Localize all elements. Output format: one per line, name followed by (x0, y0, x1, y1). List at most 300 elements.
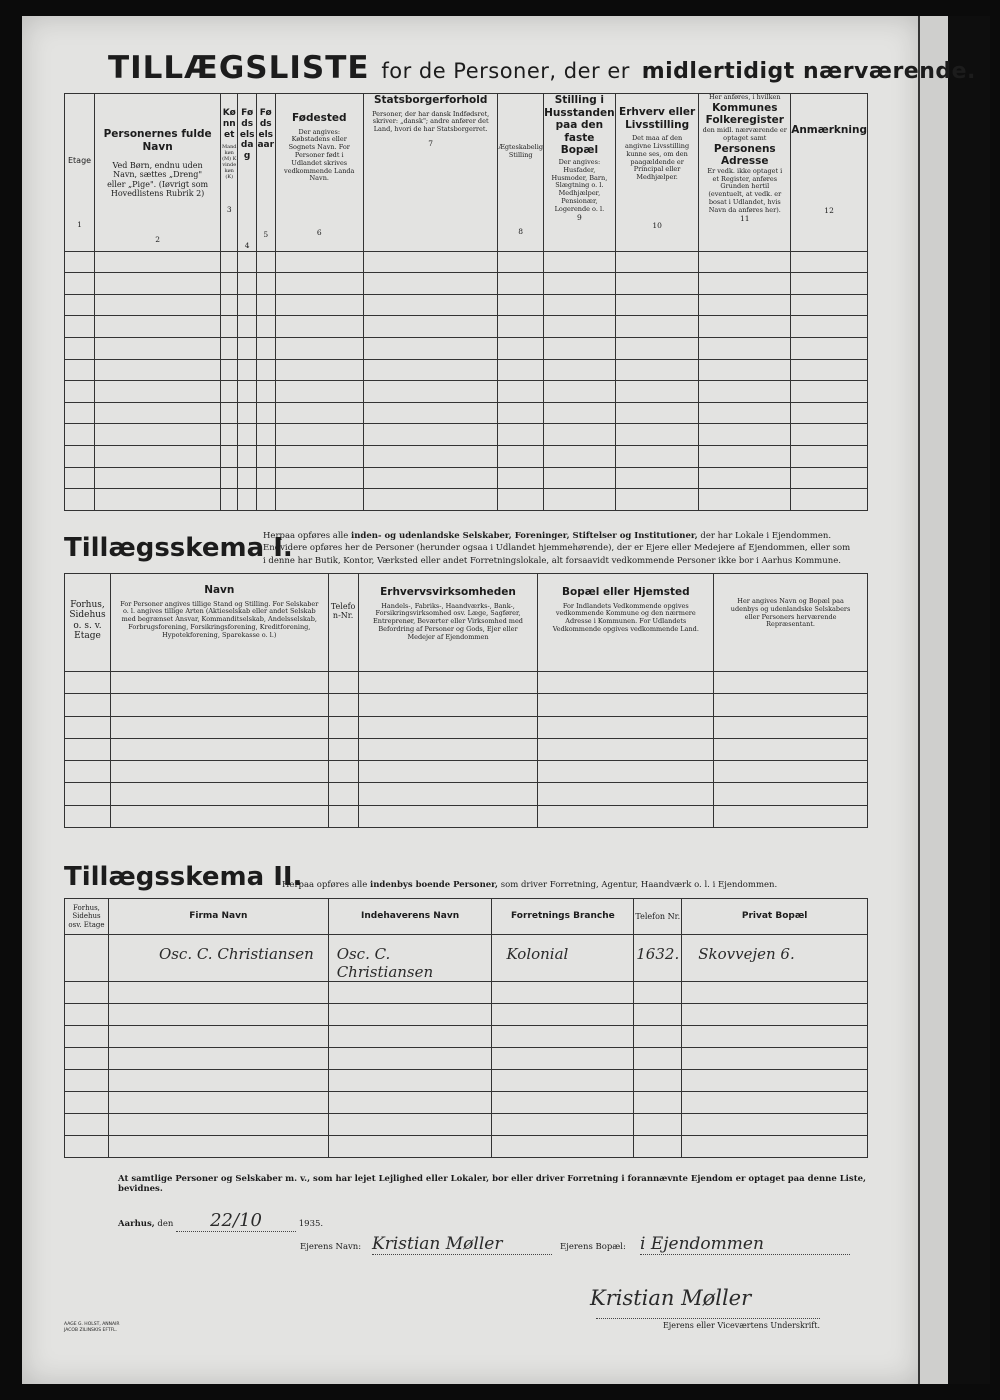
attestation-text: At samtlige Personer og Selskaber m. v., som har lejet Lejlighed eller Lokaler, bor eller driver Forretning i forannævnte Ejendom er optaget paa denne Liste, bevidnes. (118, 1174, 866, 1194)
list-entry-cell[interactable] (221, 467, 238, 489)
list-entry-cell[interactable] (498, 294, 544, 316)
list-entry-cell[interactable] (615, 467, 699, 489)
list-entry-cell[interactable] (699, 316, 791, 338)
skema1-entry-row (65, 761, 868, 783)
skema1-entry-cell[interactable] (110, 738, 328, 760)
list-entry-cell[interactable] (238, 337, 257, 359)
list-entry-cell[interactable] (699, 424, 791, 446)
list-entry-cell[interactable] (95, 294, 221, 316)
s2-col-branch: Forretnings Branche (492, 899, 634, 935)
skema1-entry-cell[interactable] (65, 716, 111, 738)
printer-imprint: AAGE G. HOLST, ANNAIR JACOB ZILINSKIS EFTFL. (64, 1322, 120, 1333)
list-entry-cell[interactable] (363, 381, 497, 403)
col-birthday: Fødselsdag 4 (238, 94, 257, 252)
list-entry-cell[interactable] (238, 359, 257, 381)
list-entry-cell[interactable] (275, 251, 363, 273)
list-entry-cell[interactable] (543, 316, 615, 338)
list-entry-cell[interactable] (498, 381, 544, 403)
list-entry-row (65, 424, 868, 446)
skema2-entry-cell[interactable] (65, 1136, 109, 1158)
s2-entry-branch: Kolonial (492, 935, 634, 982)
list-entry-cell[interactable] (256, 424, 275, 446)
list-entry-cell[interactable] (275, 316, 363, 338)
list-entry-cell[interactable] (791, 251, 868, 273)
list-entry-row (65, 381, 868, 403)
list-entry-cell[interactable] (95, 337, 221, 359)
skema2-entry-cell[interactable] (634, 982, 682, 1004)
skema1-entry-cell[interactable] (358, 805, 538, 827)
list-entry-cell[interactable] (256, 251, 275, 273)
list-entry-cell[interactable] (791, 359, 868, 381)
list-entry-cell[interactable] (791, 294, 868, 316)
list-entry-cell[interactable] (65, 251, 95, 273)
skema2-entry-cell[interactable] (492, 1048, 634, 1070)
list-entry-cell[interactable] (498, 273, 544, 295)
list-entry-cell[interactable] (363, 294, 497, 316)
list-entry-cell[interactable] (615, 489, 699, 511)
list-entry-cell[interactable] (275, 359, 363, 381)
skema1-entry-row (65, 805, 868, 827)
list-entry-cell[interactable] (221, 381, 238, 403)
skema2-entry-row (65, 982, 868, 1004)
list-entry-cell[interactable] (95, 424, 221, 446)
s2-entry-owner: Osc. C. Christiansen (328, 935, 492, 982)
list-entry-cell[interactable] (238, 489, 257, 511)
list-entry-cell[interactable] (65, 489, 95, 511)
skema2-entry-cell[interactable] (682, 1136, 868, 1158)
list-entry-cell[interactable] (498, 251, 544, 273)
list-entry-cell[interactable] (275, 445, 363, 467)
list-entry-cell[interactable] (699, 402, 791, 424)
skema1-entry-cell[interactable] (65, 761, 111, 783)
list-entry-cell[interactable] (221, 337, 238, 359)
list-entry-cell[interactable] (791, 337, 868, 359)
list-entry-cell[interactable] (699, 489, 791, 511)
list-entry-cell[interactable] (238, 381, 257, 403)
list-entry-cell[interactable] (238, 424, 257, 446)
list-entry-cell[interactable] (498, 402, 544, 424)
skema1-entry-cell[interactable] (538, 716, 714, 738)
list-entry-cell[interactable] (95, 467, 221, 489)
col-sex: Kønnet Mandkøn (M) Kvindekøn (K) 3 (221, 94, 238, 252)
list-entry-cell[interactable] (615, 359, 699, 381)
skema2-entry-cell[interactable] (108, 1136, 328, 1158)
list-entry-cell[interactable] (256, 402, 275, 424)
skema1-entry-cell[interactable] (538, 694, 714, 716)
skema1-entry-cell[interactable] (110, 783, 328, 805)
skema2-entry-cell[interactable] (634, 1092, 682, 1114)
list-entry-row (65, 359, 868, 381)
list-entry-cell[interactable] (275, 381, 363, 403)
list-entry-cell[interactable] (363, 273, 497, 295)
list-entry-cell[interactable] (363, 467, 497, 489)
signature: Kristian Møller (590, 1286, 752, 1310)
skema2-entry-cell[interactable] (328, 1092, 492, 1114)
list-entry-cell[interactable] (238, 445, 257, 467)
skema1-entry-cell[interactable] (65, 694, 111, 716)
skema2-entry-cell[interactable] (634, 1070, 682, 1092)
list-entry-cell[interactable] (498, 316, 544, 338)
skema2-entry-cell[interactable] (634, 1114, 682, 1136)
col-birthplace: Fødested Der angives: Købstadens eller Sognets Navn. For Personer født i Udlandet skrives vedkommende Landa Navn. 6 (275, 94, 363, 252)
s2-entry-etage (65, 935, 109, 982)
list-entry-cell[interactable] (699, 381, 791, 403)
skema2-entry-cell[interactable] (108, 1048, 328, 1070)
list-entry-cell[interactable] (256, 273, 275, 295)
skema1-entry-row (65, 672, 868, 694)
list-entry-cell[interactable] (256, 337, 275, 359)
list-entry-cell[interactable] (275, 294, 363, 316)
skema1-entry-cell[interactable] (714, 761, 868, 783)
skema2-entry-cell[interactable] (328, 1114, 492, 1136)
col-citizenship: Statsborgerforhold Personer, der har dansk Indfødsret, skriver: „dansk"; andre anfører det Land, hvori de har Statsborgerret. 7 (363, 94, 497, 252)
list-entry-cell[interactable] (221, 316, 238, 338)
list-entry-cell[interactable] (95, 316, 221, 338)
list-entry-cell[interactable] (65, 359, 95, 381)
skema1-entry-cell[interactable] (358, 672, 538, 694)
skema2-entry-cell[interactable] (682, 1026, 868, 1048)
list-entry-cell[interactable] (498, 467, 544, 489)
skema2-entry-cell[interactable] (108, 982, 328, 1004)
skema2-entry-cell[interactable] (65, 1070, 109, 1092)
list-entry-cell[interactable] (543, 489, 615, 511)
skema1-entry-cell[interactable] (65, 738, 111, 760)
list-entry-cell[interactable] (498, 337, 544, 359)
list-entry-cell[interactable] (256, 294, 275, 316)
skema2-entry-cell[interactable] (328, 1048, 492, 1070)
list-entry-cell[interactable] (256, 445, 275, 467)
list-entry-cell[interactable] (699, 294, 791, 316)
s2-col-owner: Indehaverens Navn (328, 899, 492, 935)
list-entry-cell[interactable] (543, 294, 615, 316)
list-entry-cell[interactable] (256, 467, 275, 489)
list-entry-cell[interactable] (543, 402, 615, 424)
list-entry-cell[interactable] (699, 359, 791, 381)
s2-entry-firm: Osc. C. Christiansen (108, 935, 328, 982)
list-entry-cell[interactable] (221, 445, 238, 467)
skema2-entry-cell[interactable] (682, 1004, 868, 1026)
skema2-entry-cell[interactable] (634, 1004, 682, 1026)
skema2-entry-cell[interactable] (634, 1026, 682, 1048)
skema1-entry-cell[interactable] (538, 761, 714, 783)
skema2-entry-cell[interactable] (682, 1092, 868, 1114)
skema2-entry-cell[interactable] (682, 1114, 868, 1136)
skema2-entry-row (65, 935, 868, 982)
list-entry-cell[interactable] (238, 273, 257, 295)
list-entry-cell[interactable] (238, 251, 257, 273)
col-etage: Etage 1 (65, 94, 95, 252)
col-marital: Ægteskabelig Stilling 8 (498, 94, 544, 252)
list-entry-cell[interactable] (615, 381, 699, 403)
list-entry-cell[interactable] (615, 445, 699, 467)
s2-entry-phone: 1632. (634, 935, 682, 982)
signature-label: Ejerens eller Viceværtens Underskrift. (596, 1318, 820, 1330)
col-occupation: Erhverv eller Livsstilling Det maa af den angivne Livsstilling kunne ses, om den paagældende er Principal eller Medhjælper. 10 (615, 94, 699, 252)
list-entry-cell[interactable] (699, 273, 791, 295)
col-household: Stilling i Husstanden paa den faste Bopæl Der angives: Husfader, Husmoder, Barn, Slægtning o. l. Medhjælper, Pensionær, Logerende o. l. 9 (543, 94, 615, 252)
list-entry-cell[interactable] (65, 381, 95, 403)
skema2-entry-cell[interactable] (65, 1114, 109, 1136)
list-entry-cell[interactable] (256, 489, 275, 511)
skema2-entry-cell[interactable] (108, 1092, 328, 1114)
skema2-entry-cell[interactable] (108, 1114, 328, 1136)
list-entry-cell[interactable] (498, 359, 544, 381)
skema1-entry-cell[interactable] (538, 672, 714, 694)
skema2-entry-cell[interactable] (65, 1092, 109, 1114)
skema2-entry-row (65, 1092, 868, 1114)
skema2-table (64, 898, 868, 1158)
list-entry-cell[interactable] (256, 316, 275, 338)
skema2-entry-cell[interactable] (682, 982, 868, 1004)
list-entry-cell[interactable] (65, 424, 95, 446)
skema1-entry-cell[interactable] (714, 805, 868, 827)
list-entry-cell[interactable] (543, 337, 615, 359)
list-entry-cell[interactable] (275, 402, 363, 424)
skema2-title: Tillægsskema II. (64, 862, 303, 892)
list-entry-cell[interactable] (65, 467, 95, 489)
owner-address-handwritten: i Ejendommen (640, 1234, 850, 1255)
skema1-entry-cell[interactable] (65, 783, 111, 805)
list-entry-cell[interactable] (95, 402, 221, 424)
skema1-entry-cell[interactable] (358, 783, 538, 805)
list-entry-cell[interactable] (275, 467, 363, 489)
list-entry-cell[interactable] (498, 445, 544, 467)
list-entry-cell[interactable] (238, 402, 257, 424)
list-entry-cell[interactable] (543, 467, 615, 489)
skema1-entry-cell[interactable] (714, 783, 868, 805)
s1-col-residence: Bopæl eller Hjemsted For Indlandets Vedkommende opgives vedkommende Kommune og den nærmere Adresse i Kommunen. For Udlandets Vedkommende opgives vedkommende Land. (538, 574, 714, 672)
list-entry-row (65, 294, 868, 316)
skema1-entry-cell[interactable] (328, 716, 358, 738)
list-entry-cell[interactable] (65, 445, 95, 467)
list-entry-cell[interactable] (256, 381, 275, 403)
owner-address-label: Ejerens Bopæl: (560, 1242, 626, 1252)
list-entry-cell[interactable] (543, 381, 615, 403)
skema1-entry-cell[interactable] (110, 672, 328, 694)
skema2-entry-cell[interactable] (328, 1026, 492, 1048)
skema2-entry-cell[interactable] (492, 982, 634, 1004)
list-entry-cell[interactable] (791, 445, 868, 467)
skema1-entry-cell[interactable] (110, 761, 328, 783)
list-entry-cell[interactable] (95, 251, 221, 273)
skema2-entry-row (65, 1026, 868, 1048)
list-entry-cell[interactable] (363, 251, 497, 273)
list-entry-cell[interactable] (95, 381, 221, 403)
list-entry-cell[interactable] (95, 445, 221, 467)
skema2-entry-cell[interactable] (682, 1070, 868, 1092)
skema2-entry-cell[interactable] (65, 1048, 109, 1070)
list-entry-cell[interactable] (95, 489, 221, 511)
skema1-entry-cell[interactable] (328, 672, 358, 694)
skema1-title: Tillægsskema I. (64, 533, 293, 563)
skema2-entry-cell[interactable] (108, 1070, 328, 1092)
list-entry-cell[interactable] (65, 402, 95, 424)
list-entry-row (65, 316, 868, 338)
col-birthyear: Fødselsaar 5 (256, 94, 275, 252)
list-entry-cell[interactable] (363, 316, 497, 338)
list-entry-cell[interactable] (275, 337, 363, 359)
skema1-entry-cell[interactable] (358, 761, 538, 783)
skema1-entry-cell[interactable] (714, 716, 868, 738)
list-entry-cell[interactable] (498, 489, 544, 511)
skema1-entry-cell[interactable] (110, 805, 328, 827)
skema1-entry-cell[interactable] (328, 694, 358, 716)
list-entry-cell[interactable] (275, 489, 363, 511)
col-name: Personernes fulde Navn Ved Børn, endnu uden Navn, sættes „Dreng" eller „Pige". (Iøvrigt som Hovedlistens Rubrik 2) 2 (95, 94, 221, 252)
date-handwritten: 22/10 (176, 1210, 296, 1232)
skema2-entry-row (65, 1114, 868, 1136)
list-entry-cell[interactable] (543, 359, 615, 381)
skema1-entry-cell[interactable] (714, 738, 868, 760)
list-entry-cell[interactable] (791, 489, 868, 511)
list-entry-cell[interactable] (95, 359, 221, 381)
list-entry-row (65, 489, 868, 511)
skema1-table (64, 573, 868, 828)
list-entry-cell[interactable] (65, 316, 95, 338)
supplement-list-table (64, 93, 868, 511)
list-entry-cell[interactable] (363, 359, 497, 381)
list-entry-cell[interactable] (275, 424, 363, 446)
owner-name-label: Ejerens Navn: (300, 1242, 362, 1252)
list-entry-cell[interactable] (543, 251, 615, 273)
list-entry-cell[interactable] (221, 359, 238, 381)
list-entry-cell[interactable] (95, 273, 221, 295)
list-entry-row (65, 273, 868, 295)
list-entry-cell[interactable] (238, 316, 257, 338)
skema2-entry-cell[interactable] (492, 1026, 634, 1048)
list-entry-cell[interactable] (65, 273, 95, 295)
s1-col-representative: Her angives Navn og Bopæl paa udenbys og udenlandske Selskabers eller Personers herværende Repræsentant. (714, 574, 868, 672)
skema2-description: Herpaa opføres alle indenbys boende Personer, som driver Forretning, Agentur, Haandværk o. l. i Ejendommen. (282, 880, 778, 890)
list-entry-cell[interactable] (363, 337, 497, 359)
skema2-entry-cell[interactable] (492, 1136, 634, 1158)
skema1-entry-cell[interactable] (714, 694, 868, 716)
skema2-entry-cell[interactable] (634, 1136, 682, 1158)
skema1-entry-cell[interactable] (328, 738, 358, 760)
skema2-entry-cell[interactable] (108, 1004, 328, 1026)
list-entry-cell[interactable] (363, 424, 497, 446)
skema2-entry-cell[interactable] (634, 1048, 682, 1070)
list-entry-cell[interactable] (238, 467, 257, 489)
list-entry-cell[interactable] (221, 251, 238, 273)
skema1-entry-row (65, 738, 868, 760)
skema2-entry-row (65, 1004, 868, 1026)
skema1-entry-row (65, 783, 868, 805)
skema2-entry-cell[interactable] (492, 1114, 634, 1136)
s2-col-etage: Forhus, Sidehus osv. Etage (65, 899, 109, 935)
skema2-entry-cell[interactable] (328, 1136, 492, 1158)
list-entry-cell[interactable] (363, 445, 497, 467)
list-entry-cell[interactable] (65, 294, 95, 316)
list-entry-row (65, 251, 868, 273)
list-entry-cell[interactable] (791, 467, 868, 489)
skema2-entry-cell[interactable] (328, 1004, 492, 1026)
skema1-entry-cell[interactable] (358, 738, 538, 760)
s2-col-residence: Privat Bopæl (682, 899, 868, 935)
skema1-entry-cell[interactable] (538, 783, 714, 805)
list-entry-cell[interactable] (615, 251, 699, 273)
scan-background (948, 16, 990, 1384)
skema2-entry-row (65, 1070, 868, 1092)
list-entry-cell[interactable] (363, 489, 497, 511)
list-entry-cell[interactable] (498, 424, 544, 446)
list-entry-cell[interactable] (791, 316, 868, 338)
list-entry-cell[interactable] (221, 402, 238, 424)
list-entry-cell[interactable] (221, 424, 238, 446)
list-entry-cell[interactable] (221, 273, 238, 295)
list-entry-cell[interactable] (221, 489, 238, 511)
skema2-entry-cell[interactable] (65, 1004, 109, 1026)
date-line: Aarhus, den 22/10 1935. (118, 1210, 324, 1231)
skema1-entry-cell[interactable] (538, 805, 714, 827)
list-entry-cell[interactable] (699, 467, 791, 489)
list-entry-cell[interactable] (238, 294, 257, 316)
list-entry-row (65, 402, 868, 424)
list-entry-cell[interactable] (615, 424, 699, 446)
list-entry-cell[interactable] (699, 251, 791, 273)
title-bold: midlertidigt nærværende. (641, 59, 976, 84)
skema1-entry-cell[interactable] (328, 783, 358, 805)
skema2-entry-cell[interactable] (492, 1092, 634, 1114)
list-entry-cell[interactable] (363, 402, 497, 424)
skema2-entry-cell[interactable] (108, 1026, 328, 1048)
skema1-entry-cell[interactable] (358, 694, 538, 716)
skema1-entry-row (65, 716, 868, 738)
skema1-entry-cell[interactable] (110, 694, 328, 716)
list-entry-cell[interactable] (615, 402, 699, 424)
skema1-entry-cell[interactable] (65, 672, 111, 694)
list-entry-cell[interactable] (221, 294, 238, 316)
skema2-entry-cell[interactable] (65, 1026, 109, 1048)
skema1-entry-cell[interactable] (328, 805, 358, 827)
skema2-header-row (65, 899, 868, 935)
list-entry-cell[interactable] (699, 337, 791, 359)
s1-col-etage: Forhus, Sidehus o. s. v. Etage (65, 574, 111, 672)
list-entry-cell[interactable] (791, 402, 868, 424)
list-entry-cell[interactable] (615, 273, 699, 295)
list-entry-cell[interactable] (791, 381, 868, 403)
skema1-entry-cell[interactable] (65, 805, 111, 827)
skema1-entry-cell[interactable] (714, 672, 868, 694)
skema2-entry-cell[interactable] (328, 1070, 492, 1092)
list-entry-cell[interactable] (699, 445, 791, 467)
list-entry-cell[interactable] (543, 445, 615, 467)
list-entry-cell[interactable] (791, 424, 868, 446)
list-entry-cell[interactable] (615, 294, 699, 316)
list-entry-cell[interactable] (65, 337, 95, 359)
skema1-entry-cell[interactable] (538, 738, 714, 760)
s2-col-firm: Firma Navn (108, 899, 328, 935)
skema2-entry-cell[interactable] (682, 1048, 868, 1070)
list-entry-cell[interactable] (791, 273, 868, 295)
list-entry-cell[interactable] (615, 337, 699, 359)
list-entry-cell[interactable] (543, 273, 615, 295)
skema2-entry-cell[interactable] (328, 982, 492, 1004)
list-entry-cell[interactable] (275, 273, 363, 295)
skema2-entry-cell[interactable] (65, 982, 109, 1004)
list-entry-cell[interactable] (543, 424, 615, 446)
title-main: TILLÆGSLISTE (108, 50, 370, 86)
list-entry-cell[interactable] (615, 316, 699, 338)
skema1-entry-cell[interactable] (358, 716, 538, 738)
list-entry-cell[interactable] (256, 359, 275, 381)
skema1-entry-cell[interactable] (328, 761, 358, 783)
list-entry-row (65, 467, 868, 489)
title-mid: for de Personer, der er (381, 59, 630, 83)
skema2-entry-cell[interactable] (492, 1070, 634, 1092)
skema1-entry-cell[interactable] (110, 716, 328, 738)
skema2-entry-cell[interactable] (492, 1004, 634, 1026)
